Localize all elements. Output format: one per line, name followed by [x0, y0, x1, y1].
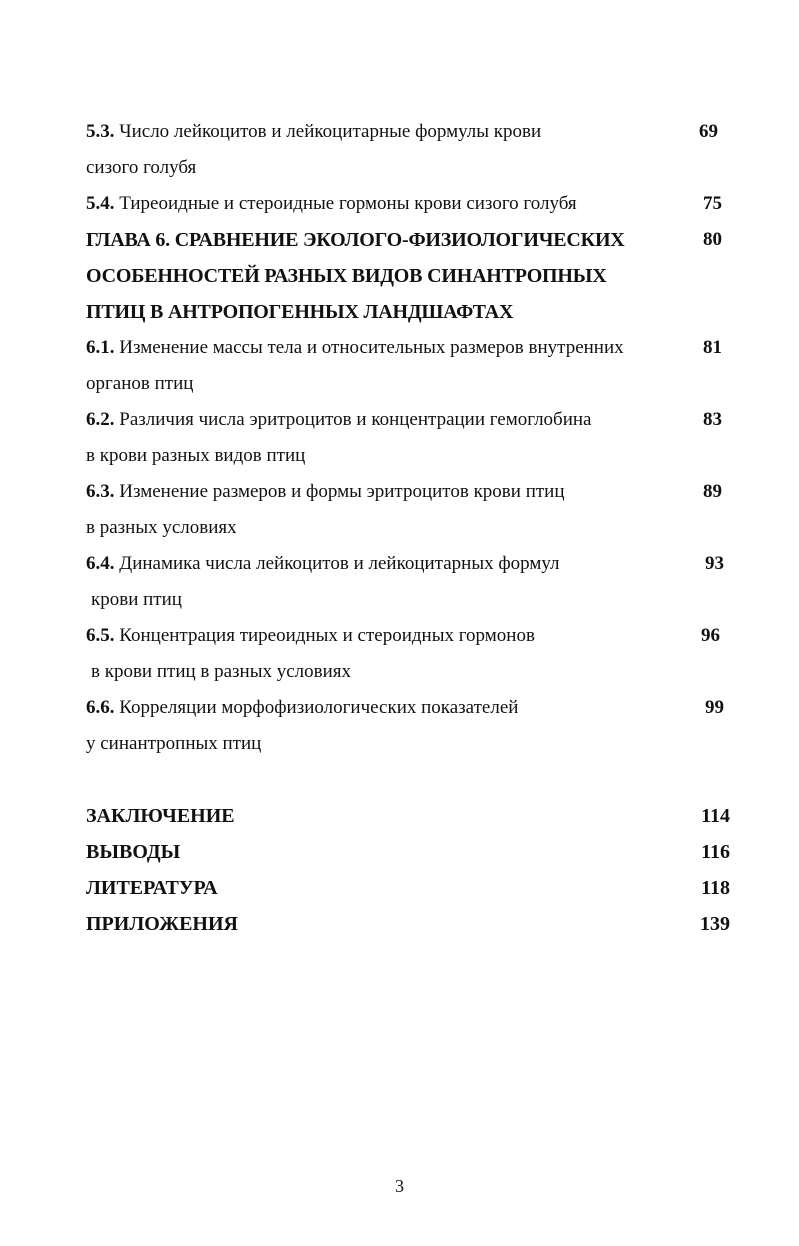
toc-entry-6-6[interactable]: [86, 690, 736, 762]
section-title: Различия числа эритроцитов и концентрации гемоглобина: [114, 409, 592, 430]
toc-entry-line: [86, 618, 646, 654]
toc-entry-line: в крови разных видов птиц: [86, 445, 306, 466]
page-number: 139: [700, 913, 730, 935]
toc-entry-6-4[interactable]: [86, 546, 736, 618]
page-number: 96: [701, 625, 720, 646]
page-number: 89: [703, 481, 722, 502]
section-number: 6.2.: [86, 409, 115, 430]
section-title: Концентрация тиреоидных и стероидных гормонов: [114, 625, 535, 646]
toc-entry-line: [86, 546, 646, 582]
page-number: 81: [703, 337, 722, 358]
toc-entry-line: органов птиц: [86, 373, 194, 394]
section-number: 5.3.: [86, 121, 115, 142]
toc-entry-5-3[interactable]: [86, 114, 736, 186]
section-number: 6.5.: [86, 625, 115, 646]
toc-entry-line: ЛИТЕРАТУРА: [86, 877, 218, 899]
section-title: Тиреоидные и стероидные гормоны крови сизого голубя: [114, 193, 577, 214]
page-number: 75: [703, 193, 722, 214]
section-gap: [86, 762, 736, 798]
toc-entry-line: ВЫВОДЫ: [86, 841, 181, 863]
section-number: 6.1.: [86, 337, 115, 358]
toc-entry-line: [86, 114, 646, 150]
page-number: 99: [705, 697, 724, 718]
table-of-contents: [86, 114, 736, 942]
toc-entry-line: у синантропных птиц: [86, 733, 262, 754]
toc-entry-chapter-6[interactable]: [86, 222, 736, 330]
section-title: Изменение размеров и формы эритроцитов крови птиц: [114, 481, 565, 502]
toc-entry-line: крови птиц: [91, 589, 182, 610]
section-number: 6.3.: [86, 481, 115, 502]
toc-entry-literature[interactable]: [86, 870, 736, 906]
toc-entry-line: в разных условиях: [86, 517, 237, 538]
page-number: 93: [705, 553, 724, 574]
page-number: 118: [701, 877, 730, 899]
page-number: 83: [703, 409, 722, 430]
chapter-title-line: ГЛАВА 6. СРАВНЕНИЕ ЭКОЛОГО-ФИЗИОЛОГИЧЕСКИХ: [86, 229, 625, 251]
chapter-title-line: ОСОБЕННОСТЕЙ РАЗНЫХ ВИДОВ СИНАНТРОПНЫХ: [86, 265, 607, 287]
toc-entry-line: [86, 474, 646, 510]
toc-entry-6-1[interactable]: [86, 330, 736, 402]
section-title: Динамика числа лейкоцитов и лейкоцитарных формул: [114, 553, 560, 574]
section-title: Изменение массы тела и относительных размеров внутренних: [114, 337, 624, 358]
section-number: 6.6.: [86, 697, 115, 718]
toc-entry-line: [86, 690, 646, 726]
toc-entry-appendices[interactable]: [86, 906, 736, 942]
section-title: Корреляции морфофизиологических показателей: [114, 697, 519, 718]
toc-entry-6-5[interactable]: [86, 618, 736, 690]
toc-entry-line: [86, 402, 646, 438]
toc-entry-line: сизого голубя: [86, 157, 197, 178]
toc-entry-conclusion[interactable]: [86, 798, 736, 834]
toc-entry-line: в крови птиц в разных условиях: [91, 661, 352, 682]
section-number: 5.4.: [86, 193, 115, 214]
chapter-title-line: ПТИЦ В АНТРОПОГЕННЫХ ЛАНДШАФТАХ: [86, 301, 514, 323]
toc-entry-6-2[interactable]: [86, 402, 736, 474]
toc-entry-line: ЗАКЛЮЧЕНИЕ: [86, 805, 235, 827]
page-folio: 3: [395, 1176, 404, 1196]
page-number: 116: [701, 841, 730, 863]
page-number: 114: [701, 805, 730, 827]
toc-entry-conclusions[interactable]: [86, 834, 736, 870]
toc-entry-line: ПРИЛОЖЕНИЯ: [86, 913, 238, 935]
toc-entry-5-4[interactable]: [86, 186, 736, 222]
page-number: 80: [703, 229, 722, 250]
toc-entry-line: [86, 330, 646, 366]
toc-entry-6-3[interactable]: [86, 474, 736, 546]
toc-entry-line: [86, 186, 646, 222]
page-number: 69: [699, 121, 718, 142]
section-number: 6.4.: [86, 553, 115, 574]
section-title: Число лейкоцитов и лейкоцитарные формулы крови: [114, 121, 542, 142]
